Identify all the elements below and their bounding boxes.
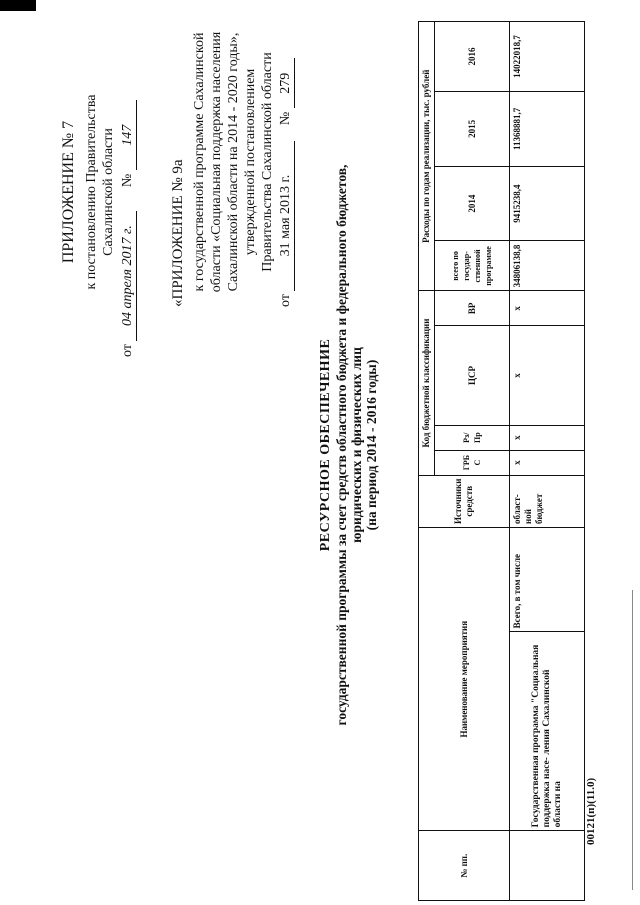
annex7-block xyxy=(60,27,137,357)
annex9a-block xyxy=(170,17,295,307)
row-source: област- ной бюджет xyxy=(510,475,585,527)
table-header-row-1 xyxy=(419,22,435,901)
annex7-line2: Сахалинской области xyxy=(101,128,116,256)
annex9a-num-value: 279 xyxy=(277,58,295,108)
row-sub: Всего, в том числе xyxy=(510,527,585,631)
header-source: Источники средств xyxy=(419,475,510,527)
header-vr: ВР xyxy=(435,291,510,326)
row-csr: х xyxy=(510,326,585,425)
row-2016: 14022018,7 xyxy=(510,22,585,92)
header-total: всего по государ- ственной программе xyxy=(435,241,510,291)
annex9a-date-line xyxy=(277,17,295,307)
row-2014: 9415238,4 xyxy=(510,166,585,241)
heading-title: РЕСУРСНОЕ ОБЕСПЕЧЕНИЕ xyxy=(318,338,333,552)
annex9a-line2: области «Социальная поддержка населения xyxy=(209,31,224,293)
annex9a-line4: утвержденной постановлением xyxy=(243,68,258,256)
header-csr: ЦСР xyxy=(435,326,510,425)
annex7-date-line xyxy=(119,27,137,357)
row-num xyxy=(510,831,585,901)
row-grbs: х xyxy=(510,450,585,475)
header-spend-group: Расходы по годам реализации, тыс. рублей xyxy=(419,22,435,291)
annex9a-num-prefix: № xyxy=(278,111,293,126)
resource-table xyxy=(418,21,585,901)
header-2016: 2016 xyxy=(435,22,510,92)
annex7-num-value: 147 xyxy=(119,100,137,170)
row-name: Государственная программа "Социальная поддержка насе- ления Сахалинской области на xyxy=(510,632,585,831)
header-grbs: ГРБ С xyxy=(435,450,510,475)
annex9a-title: «ПРИЛОЖЕНИЕ № 9а xyxy=(170,159,186,307)
annex9a-date-prefix: от xyxy=(278,294,293,307)
header-code-group: Код бюджетной классификации xyxy=(419,291,435,475)
heading-line1: государственной программы за счет средств областного бюджета и федерального бюджетов, xyxy=(334,164,349,726)
annex9a-line3: Сахалинской области на 2014 - 2020 годы», xyxy=(226,32,241,292)
annex7-title: ПРИЛОЖЕНИЕ № 7 xyxy=(60,120,77,264)
annex9a-line5: Правительства Сахалинской области xyxy=(260,52,275,272)
row-total: 34806138,8 xyxy=(510,241,585,291)
row-2015: 11368881,7 xyxy=(510,91,585,166)
row-vr: х xyxy=(510,291,585,326)
header-2015: 2015 xyxy=(435,91,510,166)
header-name: Наименование мероприятия xyxy=(419,527,510,830)
row-rzpr: х xyxy=(510,425,585,450)
annex7-line1: к постановлению Правительства xyxy=(84,94,99,290)
heading-line3: (на период 2014 - 2016 годы) xyxy=(364,359,379,531)
table-row xyxy=(510,22,585,901)
annex7-date-prefix: от xyxy=(120,344,135,357)
annex7-num-prefix: № xyxy=(120,173,135,188)
footer-code: 00121(п)(11.0) xyxy=(585,777,597,845)
heading-line2: юридических и физических лиц xyxy=(349,347,364,543)
annex9a-line1: к государственной программе Сахалинской xyxy=(192,32,207,292)
header-2014: 2014 xyxy=(435,166,510,241)
annex7-date-value: 04 апреля 2017 г. xyxy=(119,211,137,341)
document-heading xyxy=(318,45,379,845)
header-num: № пп. xyxy=(419,831,510,901)
header-rzpr: Рз/ Пр xyxy=(435,425,510,450)
annex9a-date-value: 31 мая 2013 г. xyxy=(277,141,295,291)
